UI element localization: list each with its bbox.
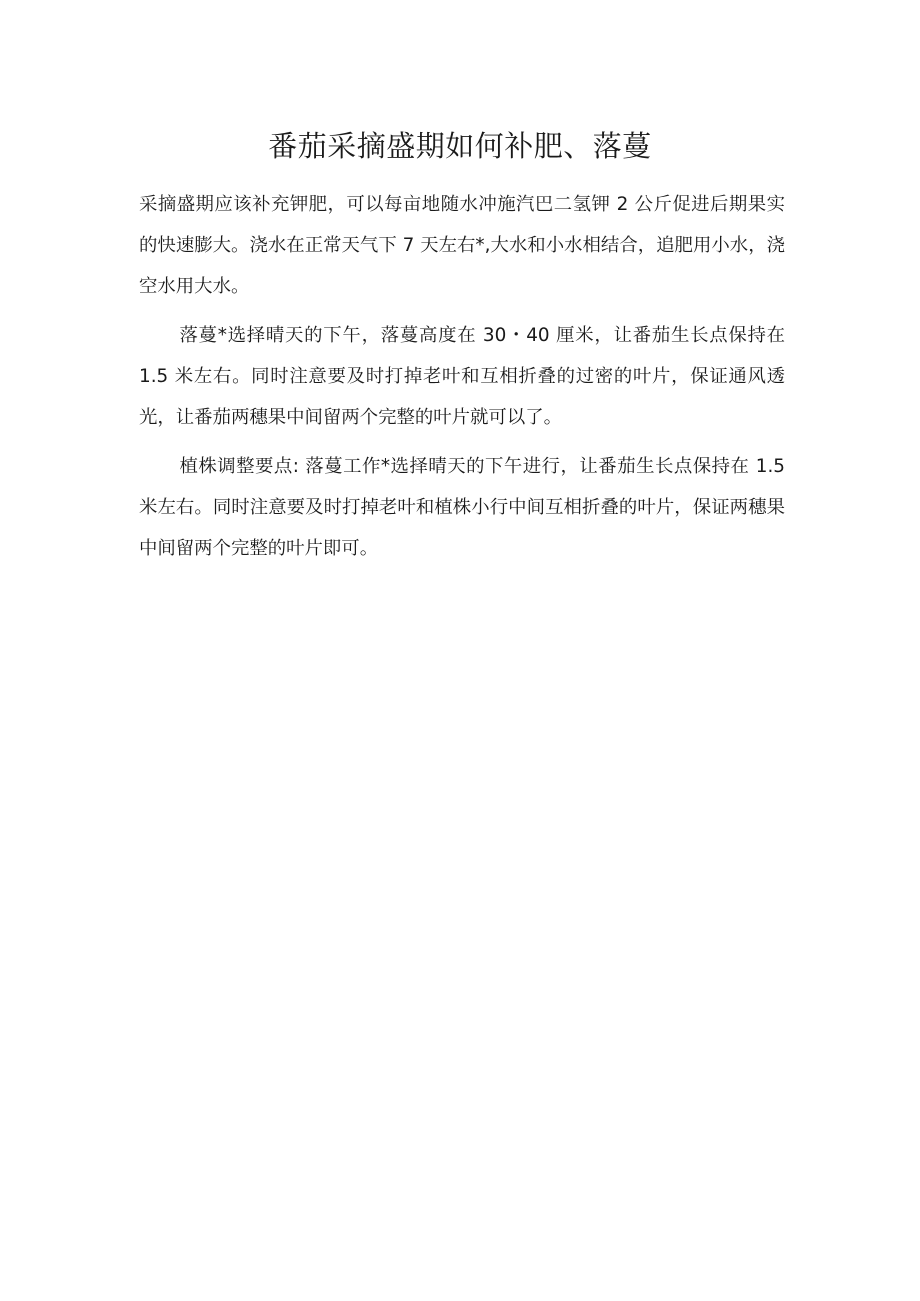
document-title: 番茄采摘盛期如何补肥、落蔓 (268, 129, 652, 163)
paragraph-vine-lowering: 落蔓*选择晴天的下午，落蔓高度在 30・40 厘米，让番茄生长点保持在 1.5 米左右。同时注意要及时打掉老叶和互相折叠的过密的叶片，保证通风透光，让番茄两穗果中间留两个完整的叶片就可以了。 (139, 325, 785, 428)
paragraph-plant-adjustment: 植株调整要点: 落蔓工作*选择晴天的下午进行，让番茄生长点保持在 1.5 米左右。同时注意要及时打掉老叶和植株小行中间互相折叠的叶片，保证两穗果中间留两个完整的叶片即可。 (139, 456, 785, 559)
document-body (139, 184, 785, 577)
paragraph-fertilizer: 采摘盛期应该补充钾肥，可以每亩地随水冲施汽巴二氢钾 2 公斤促进后期果实的快速膨大。浇水在正常天气下 7 天左右*,大水和小水相结合，追肥用小水，浇空水用大水。 (139, 194, 785, 297)
